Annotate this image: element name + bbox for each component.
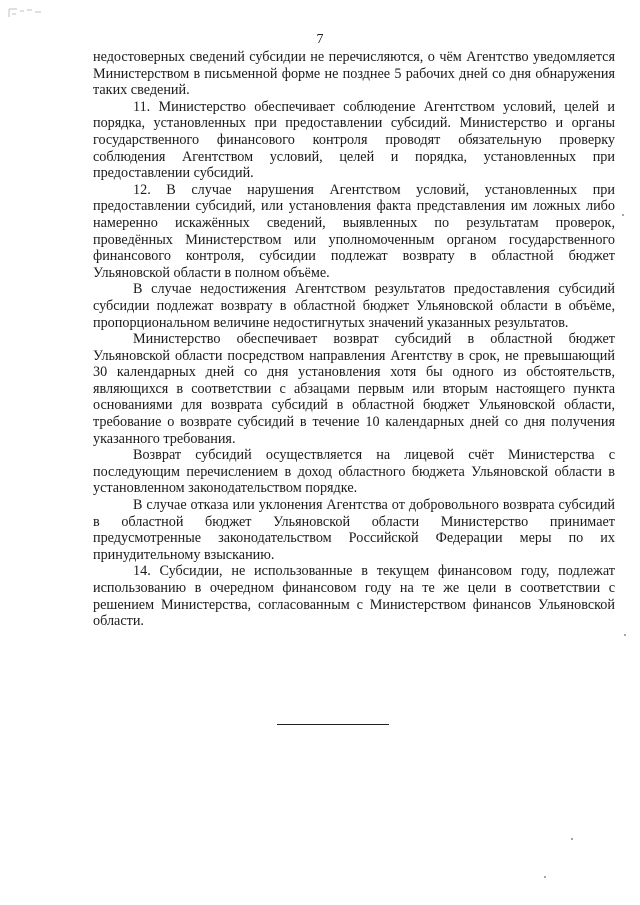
paragraph-clause-12: 12. В случае нарушения Агентством условий, установленных при предоставлении субсидий, или установления факта представления им ложных либо намеренно искажённых сведений, выявленных по результатам проверок, проведённых Министерством или уполномоченным органом государственного финансового контроля, субсидии подлежат возврату в областной бюджет Ульяновской области в полном объёме. [93, 181, 615, 281]
paragraph-clause-11: 11. Министерство обеспечивает соблюдение Агентством условий, целей и порядка, установленных при предоставлении субсидий. Министерство и органы государственного финансового контроля проводят обязательную проверку соблюдения Агентством условий, целей и порядка, установленных при предоставлении субсидий. [93, 98, 615, 182]
paragraph-return-account: Возврат субсидий осуществляется на лицевой счёт Министерства с последующим перечислением в доход областного бюджета Ульяновской области в установленном законодательством порядке. [93, 447, 615, 497]
paragraph-continuation: недостоверных сведений субсидии не перечисляются, о чём Агентство уведомляется Министерством в письменной форме не позднее 5 рабочих дней со дня обнаружения таких сведений. [93, 49, 615, 99]
end-separator-line [277, 724, 389, 725]
paragraph-clause-14: 14. Субсидии, не использованные в текущем финансовом году, подлежат использованию в очередном финансовом году на те же цели в соответствии с решением Министерства, согласованным с Министерством финансов Ульяновской области. [93, 563, 615, 630]
scan-artifact-mark [8, 6, 42, 20]
page-number: 7 [316, 32, 324, 47]
paragraph-refusal: В случае отказа или уклонения Агентства от добровольного возврата субсидий в областной бюджет Ульяновской области Министерство принимает предусмотренные законодательством Российской Федерации меры по их принудительному взысканию. [93, 497, 615, 563]
paragraph-ministry-return: Министерство обеспечивает возврат субсидий в областной бюджет Ульяновской области посредством направления Агентству в срок, не превышающий 30 календарных дней со дня установления хотя бы одного из обстоятельств, являющихся в соответствии с абзацами первым или вторым настоящего пункта основаниями для возврата субсидий в областной бюджет Ульяновской области, требование о возврате субсидий в течение 10 календарных дней со дня получения указанного требования. [93, 331, 615, 447]
paragraph-results-not-achieved: В случае недостижения Агентством результатов предоставления субсидий субсидии подлежат возврату в областной бюджет Ульяновской области в объёме, пропорциональном величине недостигнутых значений указанных результатов. [93, 281, 615, 331]
document-body [93, 49, 615, 630]
